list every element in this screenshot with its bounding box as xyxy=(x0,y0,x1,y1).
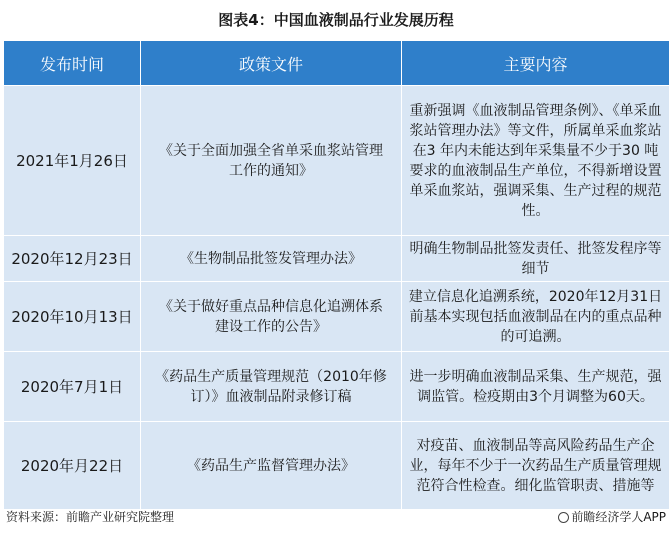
cell-content: 明确生物制品批签发责任、批签发程序等细节 xyxy=(402,236,670,282)
header-date: 发布时间 xyxy=(4,41,141,86)
cell-date: 2020年月22日 xyxy=(4,422,141,510)
cell-document: 《关于做好重点品种信息化追溯体系建设工作的公告》 xyxy=(141,282,402,352)
policy-table xyxy=(3,40,670,510)
cell-document: 《关于全面加强全省单采血浆站管理工作的通知》 xyxy=(141,86,402,236)
cell-date: 2021年1月26日 xyxy=(4,86,141,236)
table-header-row xyxy=(4,41,670,86)
page-title: 图表4：中国血液制品行业发展历程 xyxy=(218,11,454,29)
table-row xyxy=(4,352,670,422)
brand-credit xyxy=(558,508,666,525)
cell-document: 《药品生产监督管理办法》 xyxy=(141,422,402,510)
cell-content: 重新强调《血液制品管理条例》、《单采血浆站管理办法》等文件，所属单采血浆站在3 年内未能达到年采集量不少于30 吨要求的血液制品生产单位，不得新增设置单采血浆站，强调采集、生产过程的规范性。 xyxy=(402,86,670,236)
table-row xyxy=(4,236,670,282)
cell-date: 2020年7月1日 xyxy=(4,352,141,422)
table-row xyxy=(4,282,670,352)
qianzhan-logo-icon xyxy=(558,512,569,523)
cell-document: 《药品生产质量管理规范（2010年修订）》血液制品附录修订稿 xyxy=(141,352,402,422)
header-document: 政策文件 xyxy=(141,41,402,86)
table-row xyxy=(4,422,670,510)
cell-date: 2020年12月23日 xyxy=(4,236,141,282)
cell-content: 建立信息化追溯系统，2020年12月31日前基本实现包括血液制品在内的重点品种的可追溯。 xyxy=(402,282,670,352)
cell-content: 进一步明确血液制品采集、生产规范，强调监管。检疫期由3个月调整为60天。 xyxy=(402,352,670,422)
cell-content: 对疫苗、血液制品等高风险药品生产企业，每年不少于一次药品生产质量管理规范符合性检查。细化监管职责、措施等 xyxy=(402,422,670,510)
cell-document: 《生物制品批签发管理办法》 xyxy=(141,236,402,282)
header-content: 主要内容 xyxy=(402,41,670,86)
brand-label: 前瞻经济学人APP xyxy=(571,510,666,524)
cell-date: 2020年10月13日 xyxy=(4,282,141,352)
table-row xyxy=(4,86,670,236)
source-note: 资料来源：前瞻产业研究院整理 xyxy=(6,510,175,524)
